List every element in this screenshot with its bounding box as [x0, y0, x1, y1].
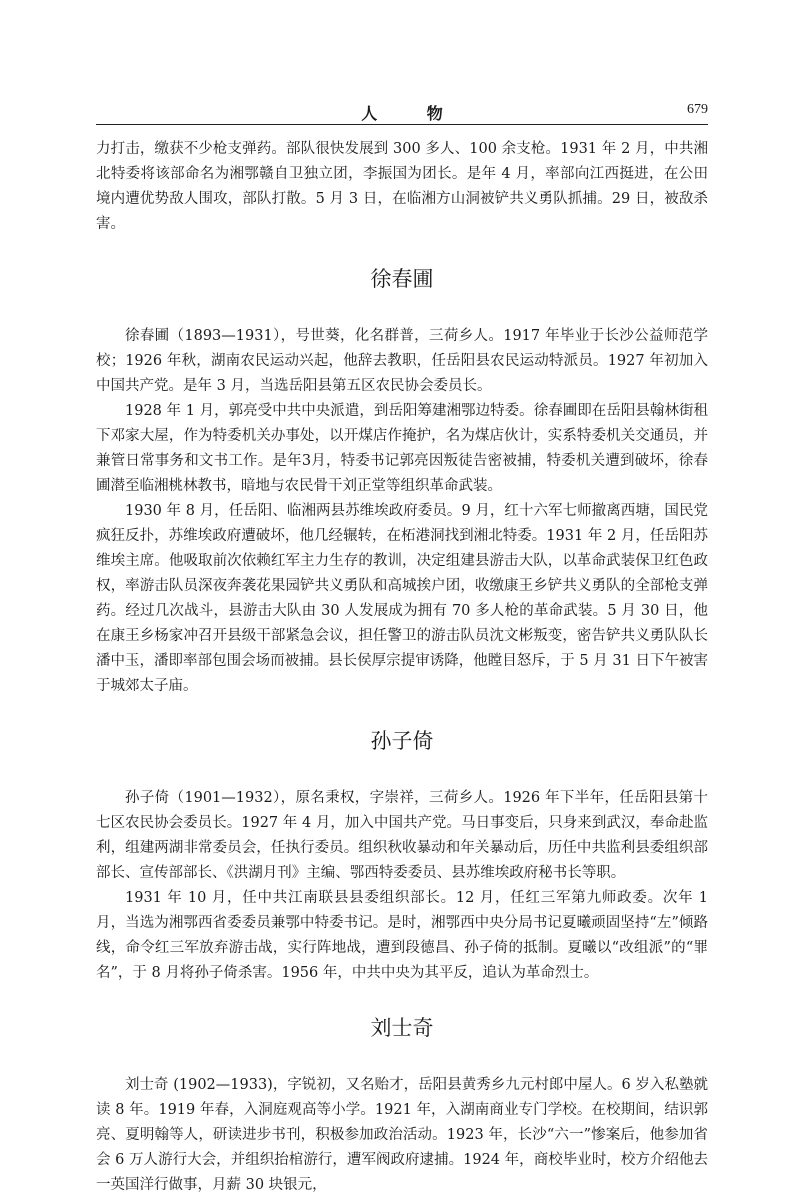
section-title-liu-shiqi: 刘士奇 [370, 1016, 434, 1040]
header-rule [96, 124, 708, 125]
page-number: 679 [687, 102, 708, 117]
biography-paragraph: 1928 年 1 月，郭亮受中共中央派遣，到岳阳筹建湘鄂边特委。徐春圃即在岳阳县翰林街租下邓家大屋，作为特委机关办事处，以开煤店作掩护，名为煤店伙计，实系特委机关交通员，并兼管日常事务和文书工作。是年3月，特委书记郭亮因叛徒告密被捕，特委机关遭到破坏，徐春圃潜至临湘桃林教书，暗地与农民骨干刘正堂等组织革命武装。 [96, 403, 708, 494]
biography-paragraph: 徐春圃（1893—1931），号世葵，化名群普，三荷乡人。1917 年毕业于长沙公益师范学校；1926 年秋，湖南农民运动兴起，他辞去教职，任岳阳县农民运动特派员。1927 年初加入中国共产党。是年 3 月，当选岳阳县第五区农民协会委员长。 [96, 328, 708, 394]
running-header [96, 97, 708, 123]
biography-paragraph: 1931 年 10 月，任中共江南联县县委组织部长。12 月，任红三军第九师政委。次年 1 月，当选为湘鄂西省委委员兼鄂中特委书记。是时，湘鄂西中央分局书记夏曦顽固坚持“左”倾路线，命令红三军放弃游击战，实行阵地战，遭到段德昌、孙子倚的抵制。夏曦以“改组派”的“罪名”，于 8 月将孙子倚杀害。1956 年，中共中央为其平反，追认为革命烈士。 [96, 890, 708, 981]
continued-paragraph: 力打击，缴获不少枪支弹药。部队很快发展到 300 多人、100 余支枪。1931 年 2 月，中共湘北特委将该部命名为湘鄂赣自卫独立团，李振国为团长。是年 4 月，率部向江西挺进，在公田境内遭优势敌人围攻，部队打散。5 月 3 日，在临湘方山洞被铲共义勇队抓捕。29 日，被敌杀害。 [96, 141, 708, 232]
page-body [96, 137, 708, 1198]
section-title-xu-chunpu: 徐春圃 [370, 267, 434, 291]
section-title-sun-ziyi: 孙子倚 [370, 729, 434, 753]
biography-paragraph: 孙子倚（1901—1932），原名秉权，字崇祥，三荷乡人。1926 年下半年，任岳阳县第十七区农民协会委员长。1927 年 4 月，加入中国共产党。马日事变后，只身来到武汉，奉命赴监利，组建两湖非常委员会，任执行委员。组织秋收暴动和年关暴动后，历任中共监利县委组织部部长、宣传部部长、《洪湖月刊》主编、鄂西特委委员、县苏维埃政府秘书长等职。 [96, 790, 708, 881]
chapter-title: 人 物 [361, 104, 465, 123]
biography-paragraph: 1930 年 8 月，任岳阳、临湘两县苏维埃政府委员。9 月，红十六军七师撤离西塘，国民党疯狂反扑，苏维埃政府遭破坏，他几经辗转，在柘港洞找到湘北特委。1931 年 2 月，任岳阳苏维埃主席。他吸取前次依赖红军主力生存的教训，决定组建县游击大队，以革命武装保卫红色政权，率游击队员深夜奔袭花果园铲共义勇队和高城挨户团，收缴康王乡铲共义勇队的全部枪支弹药。经过几次战斗，县游击大队由 30 人发展成为拥有 70 多人枪的革命武装。5 月 30 日，他在康王乡杨家冲召开县级干部紧急会议，担任警卫的游击队员沈文彬叛变，密告铲共义勇队队长潘中玉，潘即率部包围会场而被捕。县长侯厚宗提审诱降，他瞠目怒斥，于 5 月 31 日下午被害于城郊太子庙。 [96, 503, 708, 694]
biography-paragraph: 刘士奇 (1902—1933)，字锐初，又名贻才，岳阳县黄秀乡九元村郎中屋人。6 岁入私塾就读 8 年。1919 年春，入洞庭观高等小学。1921 年，入湖南商业专门学校。在校期间，结识郭亮、夏明翰等人，研读进步书刊，积极参加政治活动。1923 年，长沙“六一”惨案后，他参加省会 6 万人游行大会，并组织抬棺游行，遭军阀政府逮捕。1924 年，商校毕业时，校方介绍他去一英国洋行做事，月薪 30 块银元， [96, 1077, 708, 1193]
